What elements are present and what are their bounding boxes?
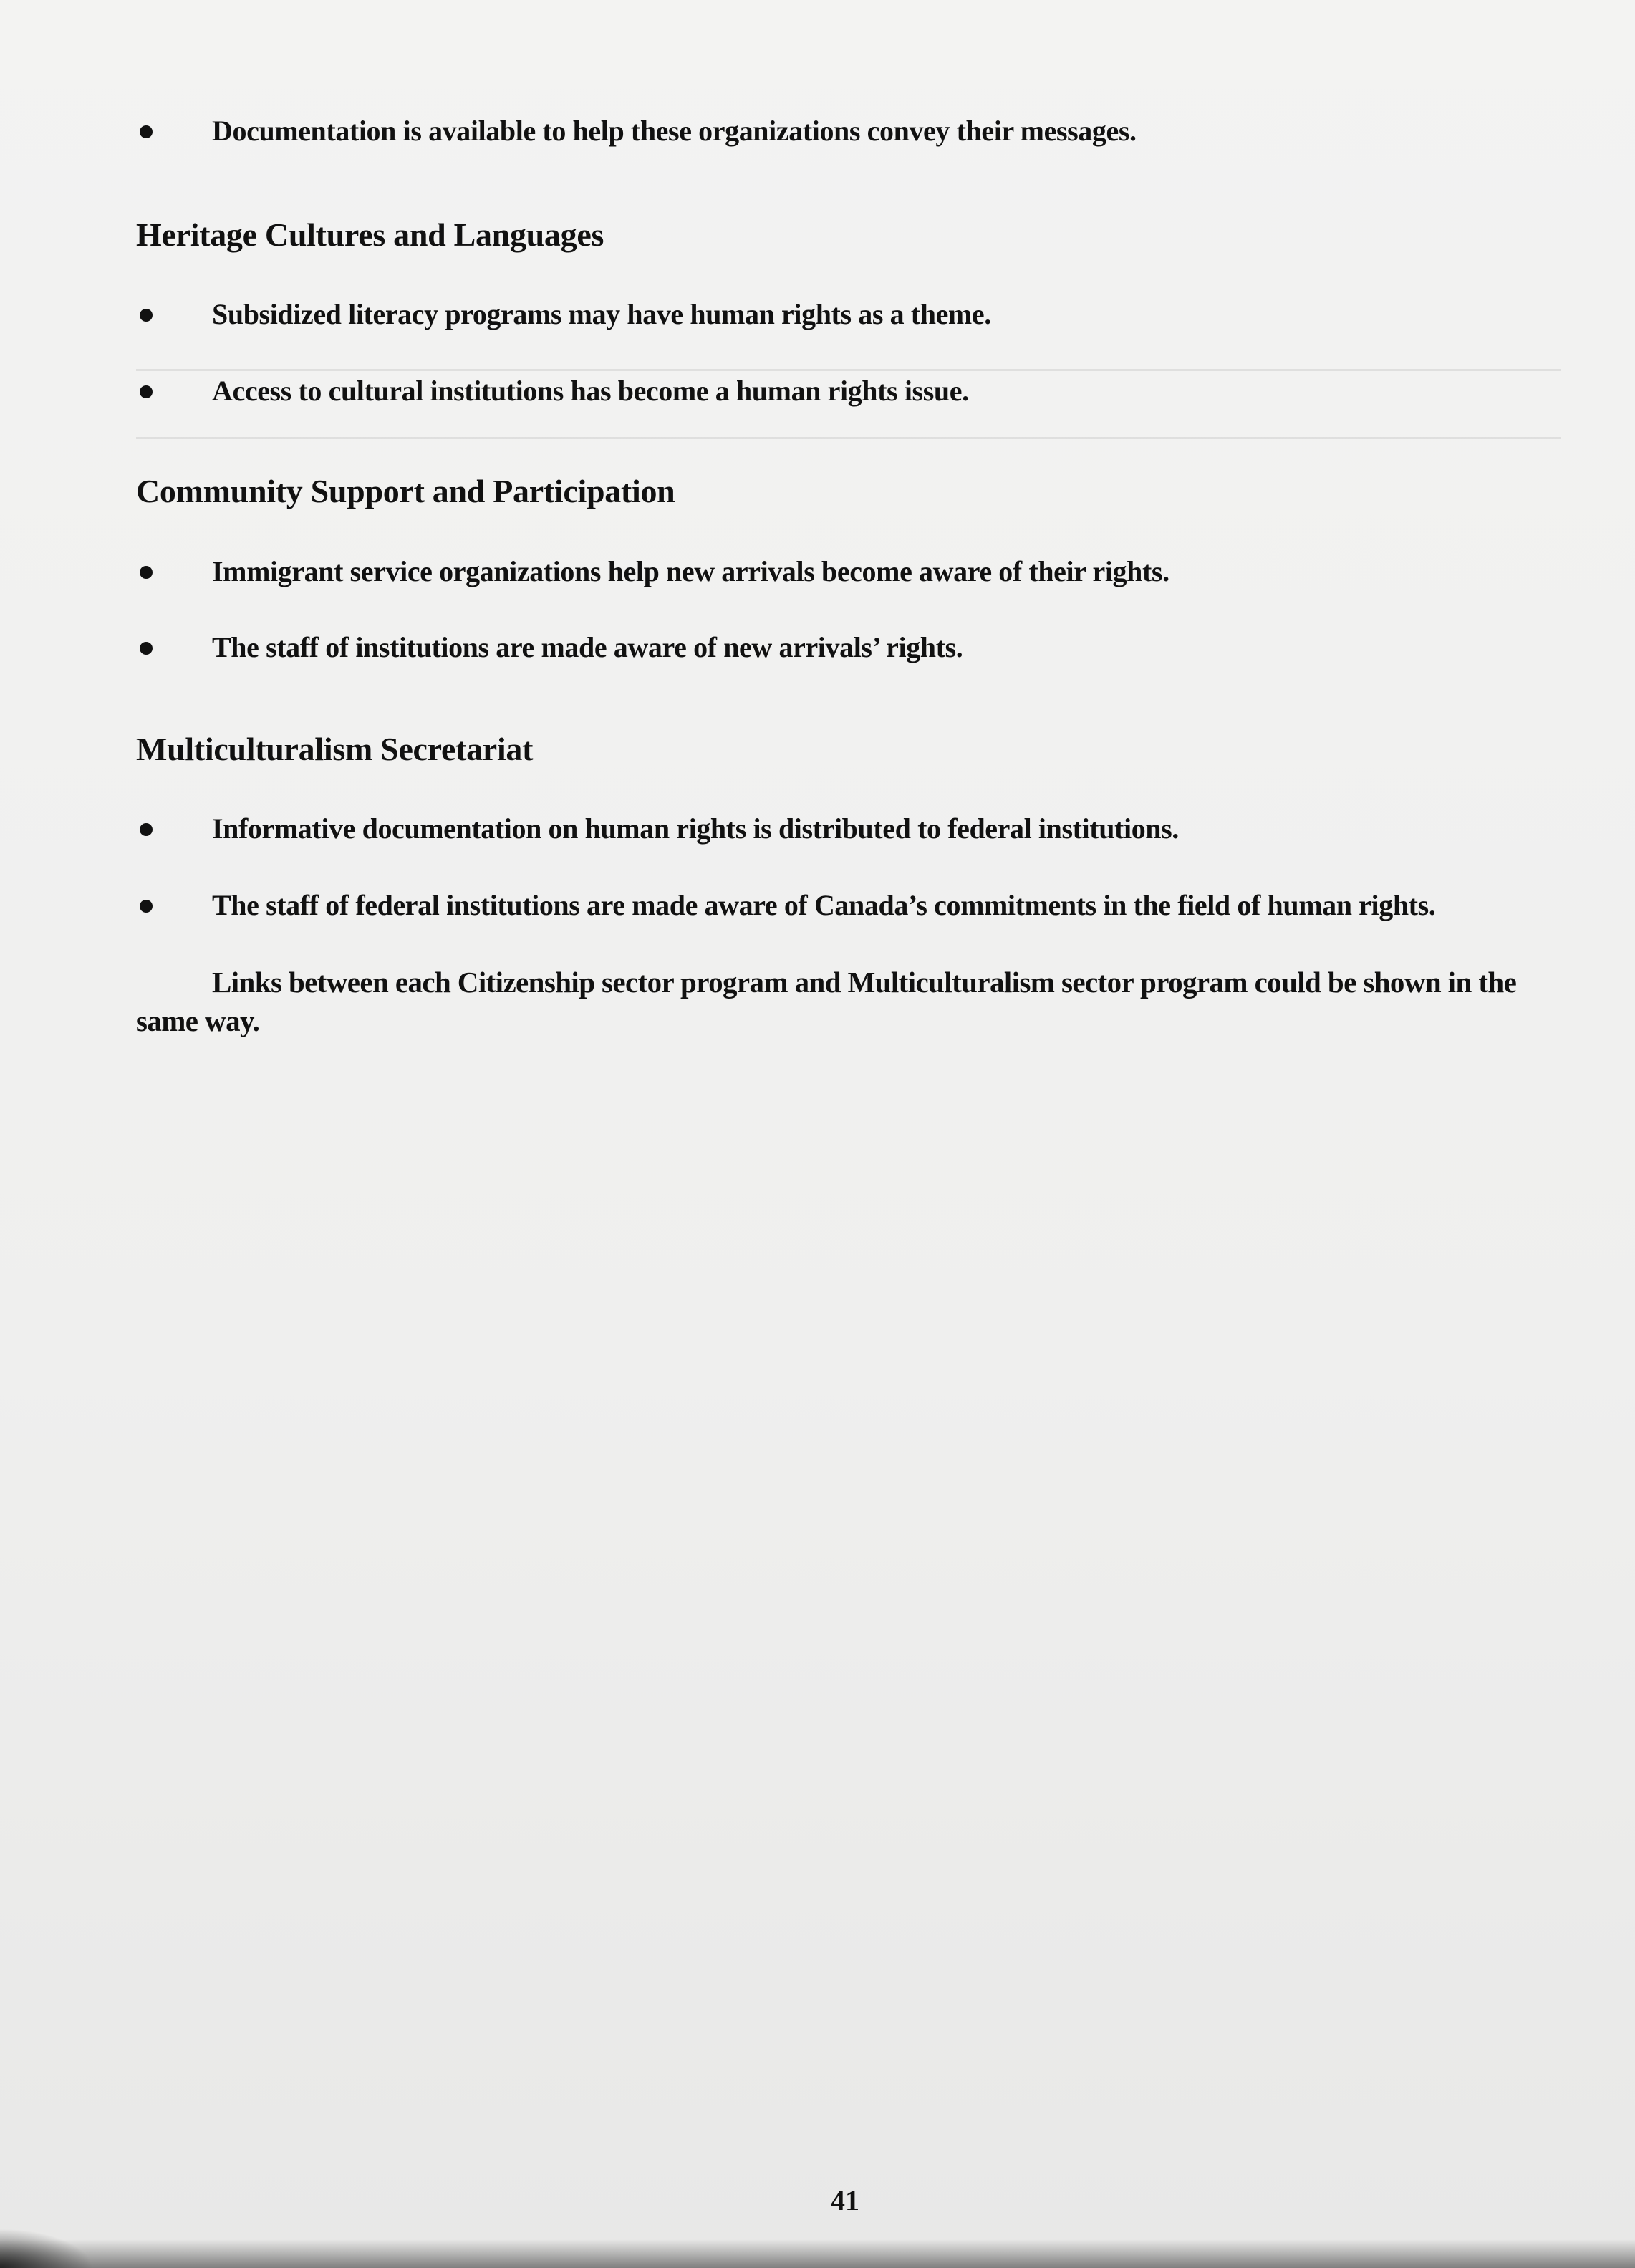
bullet-text: The staff of federal institutions are made aware of Canada’s commitments in the field of human rights. xyxy=(212,889,1436,921)
bullet-text: Informative documentation on human rights is distributed to federal institutions. xyxy=(212,812,1179,845)
bullet-icon xyxy=(140,385,153,398)
bullet-icon xyxy=(140,823,153,836)
section-heading-community: Community Support and Participation xyxy=(136,473,675,509)
section-heading-multiculturalism: Multiculturalism Secretariat xyxy=(136,731,534,767)
bullet-icon xyxy=(140,900,153,913)
scan-corner-shadow xyxy=(0,2229,93,2268)
bullet-icon xyxy=(140,642,153,655)
bullet-icon xyxy=(140,566,153,579)
bullet-icon xyxy=(140,309,153,322)
closing-paragraph: Links between each Citizenship sector program and Multiculturalism sector program could be shown in the same way. xyxy=(136,966,1517,1037)
page-number: 41 xyxy=(831,2184,859,2216)
scan-edge-shadow xyxy=(0,2239,1635,2268)
bullet-text: Access to cultural institutions has become a human rights issue. xyxy=(212,375,969,407)
bullet-icon xyxy=(140,125,153,138)
bullet-text: The staff of institutions are made aware of new arrivals’ rights. xyxy=(212,631,963,663)
bullet-text: Immigrant service organizations help new arrivals become aware of their rights. xyxy=(212,555,1169,587)
bullet-text: Documentation is available to help these organizations convey their messages. xyxy=(212,115,1137,147)
bullet-text: Subsidized literacy programs may have human rights as a theme. xyxy=(212,298,991,330)
section-heading-heritage: Heritage Cultures and Languages xyxy=(136,216,604,253)
